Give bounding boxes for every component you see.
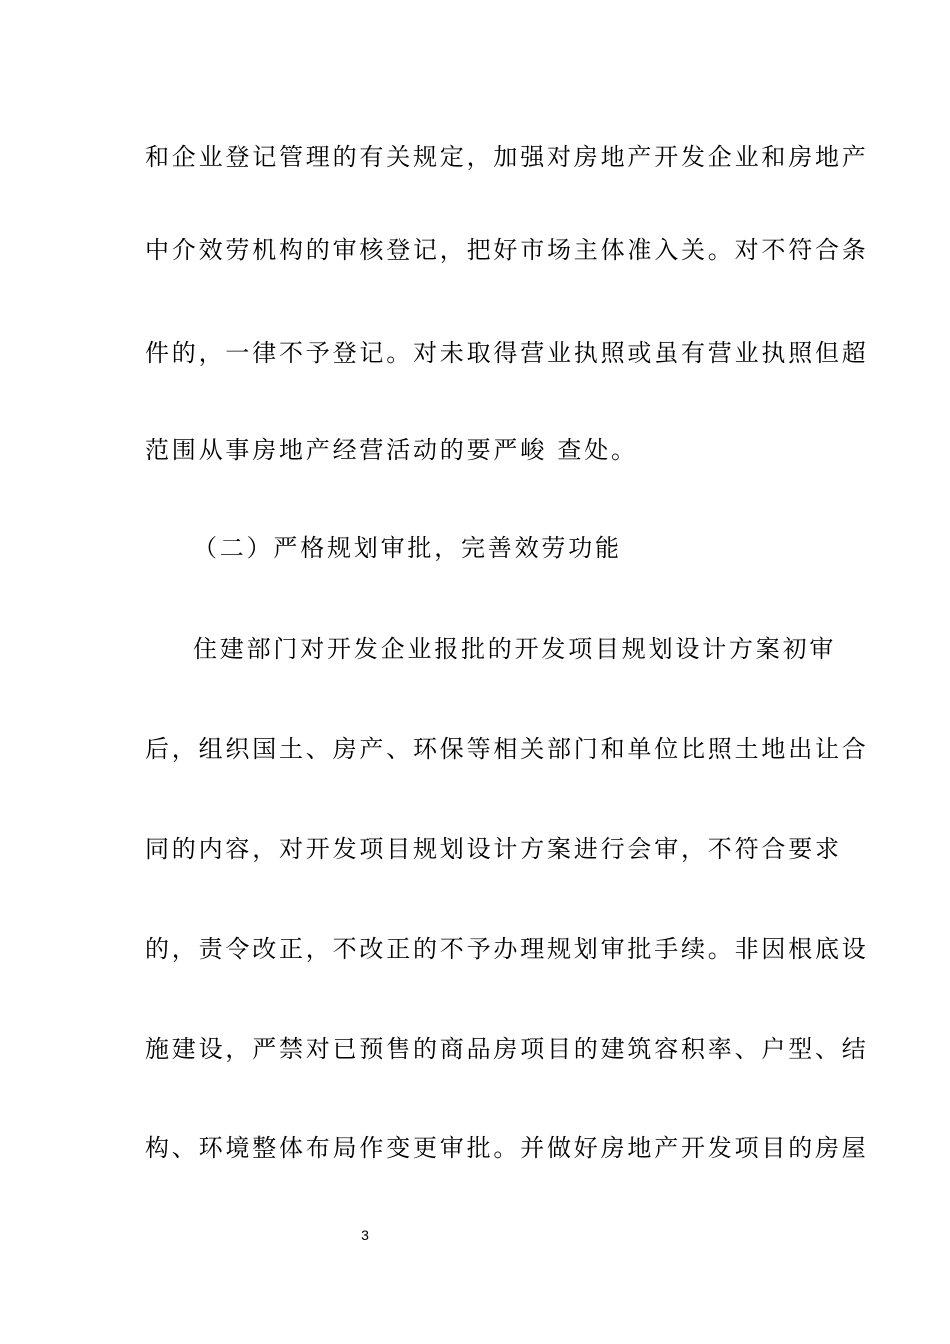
text-line-9: 的，责令改正，不改正的不予办理规划审批手续。非因根底设 bbox=[145, 935, 869, 963]
text-line-10: 施建设，严禁对已预售的商品房项目的建筑容积率、户型、结 bbox=[145, 1035, 869, 1063]
text-line-8: 同的内容，对开发项目规划设计方案进行会审，不符合要求 bbox=[145, 835, 842, 863]
text-line-7: 后，组织国土、房产、环保等相关部门和单位比照土地出让合 bbox=[145, 735, 869, 763]
text-line-6: 住建部门对开发企业报批的开发项目规划设计方案初审 bbox=[193, 635, 837, 663]
section-heading: （二）严格规划审批，完善效劳功能 bbox=[193, 534, 622, 562]
text-line-1: 和企业登记管理的有关规定，加强对房地产开发企业和房地产 bbox=[145, 143, 869, 171]
page-number: 3 bbox=[361, 1227, 369, 1243]
text-line-3: 件的，一律不予登记。对未取得营业执照或虽有营业执照但超 bbox=[145, 339, 869, 367]
text-line-4: 范围从事房地产经营活动的要严峻 查处。 bbox=[145, 436, 638, 464]
text-line-11: 构、环境整体布局作变更审批。并做好房地产开发项目的房屋 bbox=[145, 1134, 869, 1162]
text-line-2: 中介效劳机构的审核登记，把好市场主体准入关。对不符合条 bbox=[145, 236, 869, 264]
